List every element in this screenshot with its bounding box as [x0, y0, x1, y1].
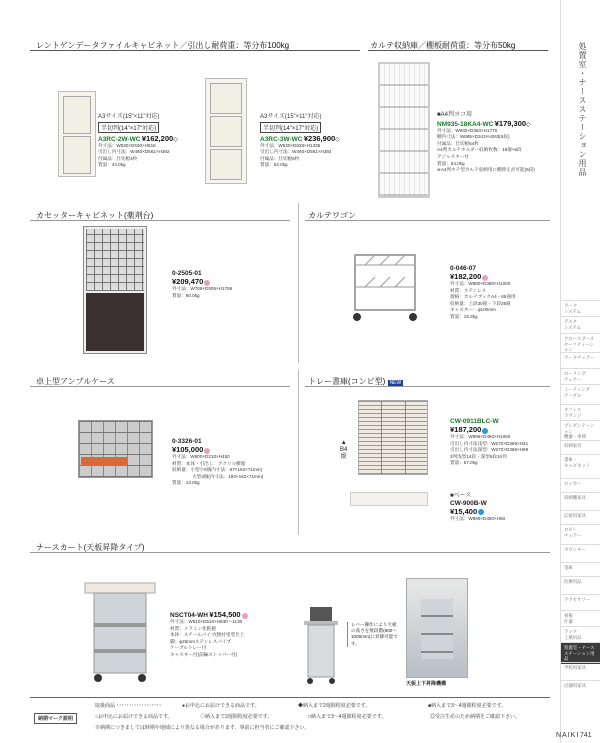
- sidebar-item[interactable]: ワークチェアー: [561, 352, 600, 363]
- sidebar-item[interactable]: 書庫・ キャビネット: [561, 454, 600, 470]
- divider: [30, 697, 550, 698]
- sidebar: [560, 0, 600, 743]
- sidebar-item[interactable]: 学校用家具: [561, 662, 600, 673]
- delivery-mark-icon: [482, 428, 488, 434]
- sidebar-item[interactable]: 応接用家具: [561, 510, 600, 521]
- product-nurse: NSCT04-WH ¥154,500 外寸法：W510×D510×H930～1130 材質：メラミン化粧板 本体：スチールパイプ(焼付塗装仕上 脚：φ25mmステンレスパイプ ケーブルトレー付 キャスター付(前輪ストッパー付): [170, 610, 248, 659]
- sidebar-item[interactable]: ロビー チェアー: [561, 524, 600, 540]
- product-cassette: 0-2505-01 ¥209,470 外寸法：W768×D505×H1786 質量：60.0kg: [172, 270, 233, 298]
- diamond-icon: ◇: [173, 136, 178, 143]
- sidebar-item[interactable]: 看板 什器: [561, 610, 600, 626]
- sidebar-item[interactable]: ミーティング テーブル: [561, 384, 600, 400]
- sidebar-item[interactable]: クロースブース セーフティーション: [561, 333, 600, 355]
- section-title-nurse: ナースカート(天板昇降タイプ): [36, 543, 145, 552]
- legend-item: ◆納入まで2週間程度必要です。: [298, 703, 371, 709]
- sidebar-item[interactable]: ラック 工場用品: [561, 626, 600, 642]
- legend-note: ※納期につきましては時期や地域により異なる場合があります。事前に担当者にご確認下さい。: [95, 725, 310, 731]
- product-a3rc2: A3サイズ(15"×11"対応) 半切判(14"×17"対応) A3RC-2W-WC ¥162,200◇ 外寸法：W530×D630×H816 引出し内寸法：W460×D561×H392 付属品：仕切板4枚 質量：44.0kg: [98, 114, 178, 168]
- nurse-cart-laptop-image: [300, 605, 345, 685]
- product-base: ■ベース CW-900B-W ¥15,400 外寸法：W899×D450×H60: [450, 493, 506, 521]
- karte-shelf-image: [378, 62, 430, 198]
- sidebar-item[interactable]: 処置室・ナースステーション用品: [561, 642, 600, 664]
- divider: [298, 370, 299, 535]
- section-title-wagon: カルテワゴン: [308, 211, 356, 220]
- tray-b4-icon: ▲ B4 縦: [340, 440, 348, 460]
- cabinet-3-image: [205, 78, 247, 184]
- sidebar-item[interactable]: カウンター: [561, 544, 600, 555]
- section-title-tray: トレー書庫(コンビ型) NEW: [308, 377, 402, 386]
- base-image: [350, 492, 428, 506]
- product-nm935: ■A4判ヨコ用 NM935-18KA4-WC ¥179,300◇ 外寸法：W930×D350×H1770 棚内寸法：W885×D343×H263(6段) 付属品：仕切板54枚 A4判カルテホルダー収納枚数：18冊×6段 アジャスター付 質量：64.0kg ※A4判タテ型カルテ収納用に棚替えが可能(6段): [437, 112, 535, 173]
- delivery-mark-icon: [482, 275, 488, 281]
- sidebar-item[interactable]: ロッカー: [561, 478, 600, 489]
- nurse-cart-image: [80, 575, 160, 685]
- legend-item: 取扱商品 ･･････････････････: [95, 703, 162, 709]
- legend-item: ●お申込にお届けできる商品です。: [182, 703, 260, 709]
- sidebar-item[interactable]: 金庫: [561, 562, 600, 573]
- sidebar-item[interactable]: 店舗用家具: [561, 680, 600, 691]
- karte-wagon-image: [345, 245, 430, 325]
- sidebar-item[interactable]: プレゼンテーション 機器・車椅: [561, 420, 600, 442]
- sidebar-item[interactable]: オフィス ラウンジ: [561, 404, 600, 420]
- footer-page-number: 741: [580, 732, 592, 739]
- height-callout: レバー操作により天板の高さを無段階(800～1000mm)に昇降可能です。: [347, 622, 399, 647]
- sidebar-item[interactable]: 収納家具: [561, 440, 600, 451]
- lift-mechanism-caption: 天板上下昇降機構: [406, 681, 447, 687]
- cassette-cabinet-image: [83, 226, 147, 354]
- delivery-mark-icon: [204, 448, 210, 454]
- diamond-icon: ◇: [526, 121, 531, 128]
- cabinet-2-image: [58, 91, 96, 177]
- new-badge: NEW: [389, 380, 402, 386]
- product-ampule: 0-3326-01 ¥105,000 外寸法：W600×D210×H450 材質：本体・引出し：アクリル樹脂 収納量：小型小5個内寸法：87×162×71mm) 大型3個(内寸法：183×162×71mm) 質量：13.0kg: [172, 438, 264, 486]
- section-title-karte: カルテ収納庫／棚板耐荷重：等分布50kg: [370, 41, 516, 50]
- tray-cabinet-image: [358, 400, 428, 475]
- legend-label: 納期マーク説明: [34, 713, 77, 724]
- delivery-mark-icon: [242, 613, 248, 619]
- sidebar-item[interactable]: 医療用品: [561, 576, 600, 587]
- product-tray: CW-0911BLC-W ¥187,200 外寸法：W899×D450×H1050 引出し内寸法浅型：W270×D365×H31 引出し内寸法深型：W270×D365×H69 3列浅型14段・深型6段34列 質量：57.0kg: [450, 418, 529, 466]
- legend-item: ◇納入まで2週間程度必要です。: [200, 714, 273, 720]
- divider: [298, 203, 299, 363]
- legend-item: ■納入まで3～4週間程度必要です。: [428, 703, 507, 709]
- product-wagon: 0-046-07 ¥182,200 外寸法：W980×D380×H1000 材質：ステンレス 規格：カルテブックA4・65冊用 収納量：上段30冊・下段35冊 キャスター：φ100mm 質量：15.3kg: [450, 265, 516, 319]
- ampule-case-image: [78, 420, 153, 478]
- delivery-mark-icon: [478, 509, 484, 515]
- delivery-mark-icon: [204, 280, 210, 286]
- product-a3rc3: A3サイズ(15"×11"対応) 半切判(14"×17"対応) A3RC-3W-WC ¥236,900◇ 外寸法：W530×D628×H1335 引出し内寸法：W460×D561×H392 付属品：仕切板6枚 質量：62.0kg: [260, 114, 340, 168]
- sidebar-item[interactable]: デスク システム: [561, 316, 600, 332]
- sidebar-item[interactable]: ローリング チェアー: [561, 368, 600, 384]
- sidebar-item[interactable]: アクセサリー: [561, 594, 600, 605]
- sidebar-item[interactable]: ワーク システム: [561, 300, 600, 316]
- sidebar-item[interactable]: 収納棚家具: [561, 492, 600, 503]
- legend-item: ◎受注生産のため納期をご確認下さい。: [430, 714, 521, 720]
- section-title-ampule: 卓上型アンプルケース: [36, 377, 115, 386]
- legend-item: ○お申込にお届けできる商品です。: [95, 714, 173, 720]
- legend-item: □納入まで3～4週間程度必要です。: [308, 714, 387, 720]
- section-title-xray: レントゲンデータファイルキャビネット／引出し耐荷重：等分布100kg: [36, 41, 290, 50]
- vertical-title: 処置室・ナースステーション用品: [578, 42, 587, 177]
- diamond-icon: ◇: [335, 136, 340, 143]
- section-title-cassette: カセッターキャビネット(薬剤台): [36, 211, 154, 220]
- brand-name: NAIKI: [556, 732, 580, 739]
- lift-mechanism-photo: [406, 578, 468, 678]
